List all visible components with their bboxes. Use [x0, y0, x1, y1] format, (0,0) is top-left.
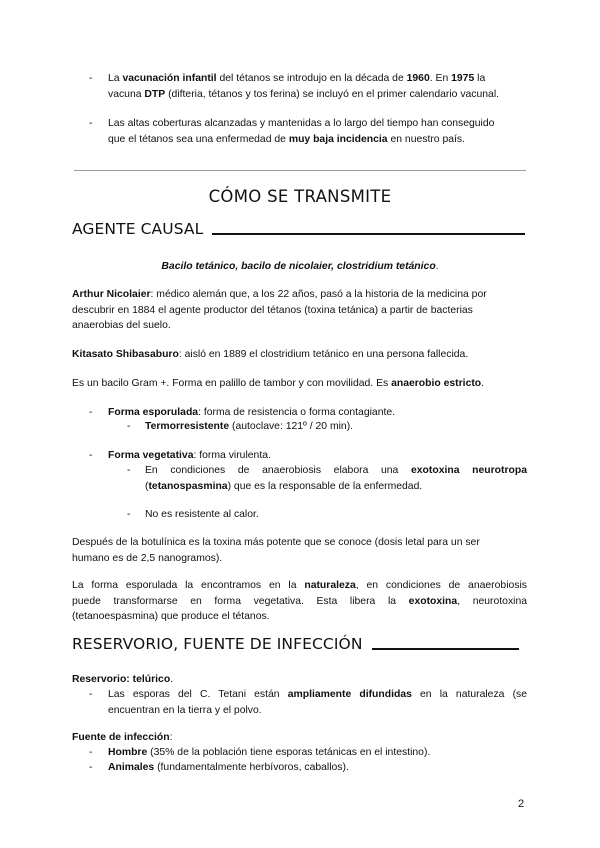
bullet-dash: - — [89, 73, 93, 84]
vaccination-bullet: La vacunación infantil del tétanos se introdujo en la década de 1960. En 1975 la vacuna DTP (difteria, tétanos y tos ferina) se incluyó en el primer calendario vacunal. — [108, 73, 500, 100]
coverage-bullet: Las altas coberturas alcanzadas y mantenidas a lo largo del tiempo han conseguido que el tétanos sea una enfermedad de muy baja incidencia en nuestro país. — [108, 118, 495, 145]
bullet-dash: - — [89, 118, 93, 129]
termorresistente-bullet: Termorresistente (autoclave: 121º / 20 min). — [145, 421, 354, 432]
sub-bullet-dash: - — [127, 509, 131, 520]
agente-causal-heading: AGENTE CAUSAL — [72, 220, 204, 238]
vegetativa-bullet: Forma vegetativa: forma virulenta. — [108, 450, 271, 461]
bullet-dash: - — [89, 747, 93, 758]
naturaleza-paragraph: La forma esporulada la encontramos en la naturaleza, en condiciones de anaerobiosis puede transformarse en forma vegetativa. Esta libera la exotoxina, neurotoxina (tetanoespasmina) que produce el tétanos. — [72, 580, 528, 622]
esporulada-bullet: Forma esporulada: forma de resistencia o forma contagiante. — [108, 407, 396, 418]
sub-bullet-dash: - — [127, 465, 131, 476]
reservorio-label: Reservorio: telúrico. — [72, 674, 174, 685]
bullet-dash: - — [89, 450, 93, 461]
exotoxina-bullet: En condiciones de anaerobiosis elabora una exotoxina neurotropa (tetanospasmina) que es la responsable de la enfermedad. — [145, 465, 527, 492]
gram-paragraph: Es un bacilo Gram +. Forma en palillo de tambor y con movilidad. Es anaerobio estricto. — [72, 378, 485, 389]
hombre-bullet: Hombre (35% de la población tiene esporas tetánicas en el intestino). — [108, 747, 431, 758]
bullet-dash: - — [89, 407, 93, 418]
esporas-bullet: Las esporas del C. Tetani están ampliamente difundidas en la naturaleza (se encuentran en la tierra y el polvo. — [108, 689, 528, 716]
kitasato-paragraph: Kitasato Shibasaburo: aisló en 1889 el clostridium tetánico en una persona fallecida. — [72, 349, 469, 360]
section-divider — [74, 170, 526, 171]
agente-subtitle: Bacilo tetánico, bacilo de nicolaier, clostridium tetánico. — [161, 261, 439, 272]
animales-bullet: Animales (fundamentalmente herbívoros, caballos). — [108, 762, 349, 773]
arthur-nicolaier-paragraph: Arthur Nicolaier: médico alemán que, a los 22 años, pasó a la historia de la medicina por descubrir en 1884 el agente productor del tétanos (toxina tetánica) a partir de bacterias anaerobias del suelo. — [72, 289, 487, 331]
botulinica-paragraph: Después de la botulínica es la toxina más potente que se conoce (dosis letal para un ser humano es de 2,5 nanogramos). — [72, 537, 480, 564]
bullet-dash: - — [89, 689, 93, 700]
bullet-dash: - — [89, 762, 93, 773]
heading-rule — [372, 648, 519, 650]
no-resistente-bullet: No es resistente al calor. — [145, 509, 259, 520]
heading-rule — [212, 233, 525, 235]
fuente-label: Fuente de infección: — [72, 732, 173, 743]
sub-bullet-dash: - — [127, 421, 131, 432]
page-number: 2 — [518, 798, 525, 810]
reservorio-heading: RESERVORIO, FUENTE DE INFECCIÓN — [72, 635, 363, 653]
section-title: CÓMO SE TRANSMITE — [208, 187, 392, 206]
